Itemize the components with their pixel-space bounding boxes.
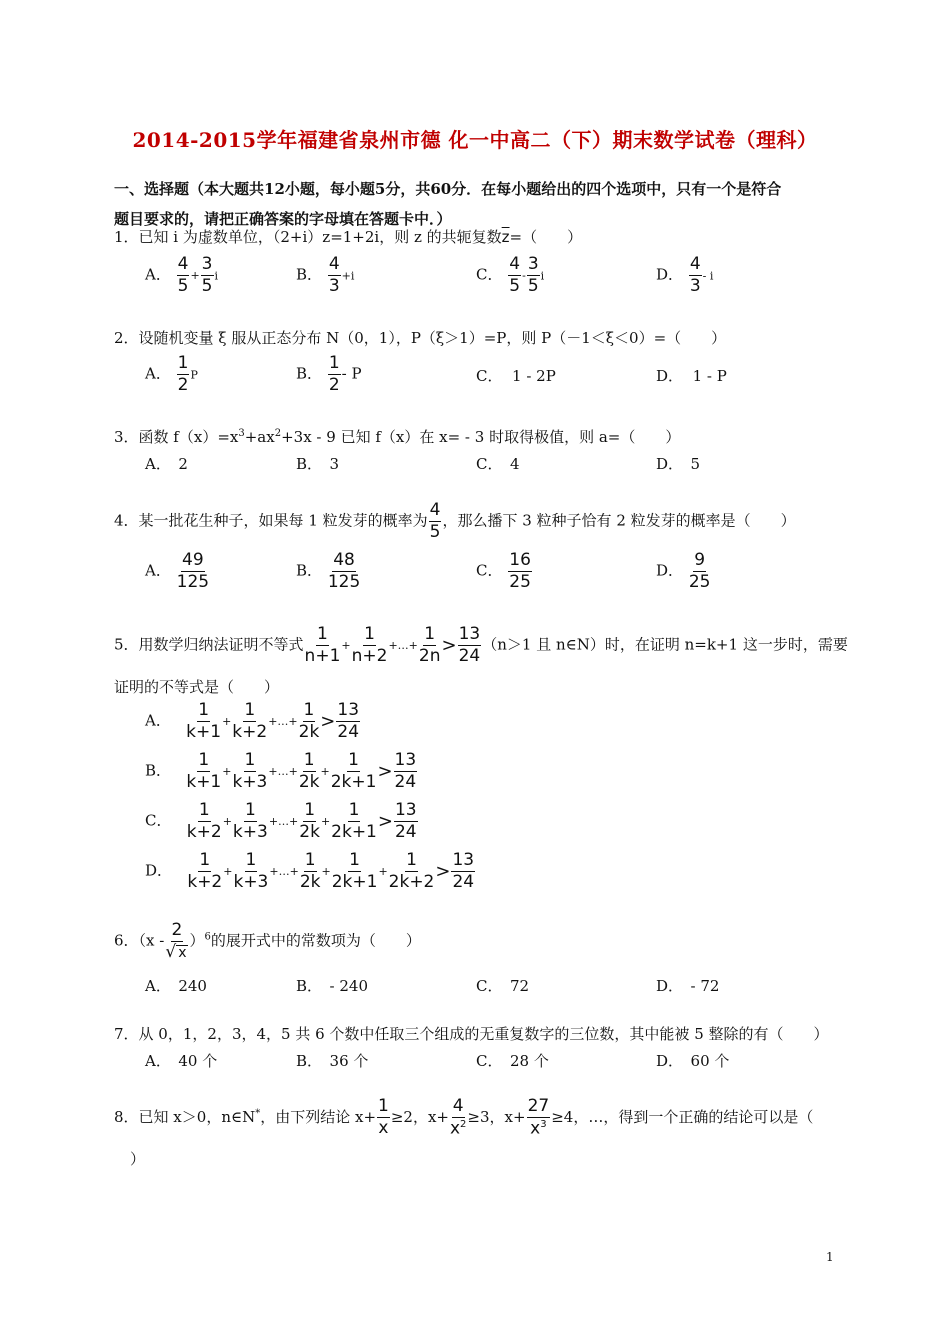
section-heading-line2: 题目要求的，请把正确答案的字母填在答题卡中．）	[114, 210, 452, 228]
section-heading-line1: 一、选择题（本大题共12小题，每小题5分，共60分．在每小题给出的四个选项中，只有一个是符合	[114, 180, 782, 198]
question-1	[114, 226, 844, 247]
exam-title: 2014-2015学年福建省泉州市德 化一中高二（下）期末数学试卷（理科）	[132, 128, 818, 152]
q1-option-b[interactable]	[296, 256, 354, 295]
conjugate-z: $\overline{z}$	[501, 228, 510, 246]
q6-option-a[interactable]: A． 240	[145, 977, 207, 995]
fraction: $\frac{4}{3}$	[689, 254, 701, 296]
question-7: 7．从 0，1，2，3，4，5 共 6 个数中任取三个组成的无重复数字的三位数，其中能被 5 整除的有（ ）	[114, 1025, 829, 1043]
question-4: 4．某一批花生种子，如果每 1 粒发芽的概率为 $\frac{4}{5}$ ，那么播下 3 粒种子恰有 2 粒发芽的概率是（ ）	[114, 500, 796, 542]
fraction: $\frac{4}{3}$	[328, 254, 340, 296]
option-label: D．	[656, 367, 684, 385]
option-label: C．	[476, 367, 503, 385]
q5-option-d[interactable]: D． $\frac{1}{k+2}$ + $\frac{1}{k+3}$ +…+ $\frac{1}{2k}$ + $\frac{1}{2k+1}$ + $\frac{1}{2k+2}$ > $\frac{13}{24}$	[145, 850, 475, 892]
q6-option-c[interactable]: C． 72	[476, 977, 530, 995]
option-tail: - P	[341, 364, 362, 383]
q2-option-d[interactable]	[656, 365, 727, 386]
q7-option-d[interactable]: D． 60 个	[656, 1052, 730, 1070]
section-heading	[114, 174, 844, 234]
option-text: 1 - 2P	[512, 367, 556, 385]
question-8: 8．已知 x＞0，n∈N*，由下列结论 x+ $\frac{1}{x}$ ≥2，x+ $\frac{4}{x^2}$ ≥3，x+ $\frac{27}{x^3}$ ≥4，…，得到一个正确的结论可以是（	[114, 1096, 814, 1139]
q1-option-a[interactable]	[145, 256, 218, 295]
q2-option-a[interactable]	[145, 355, 198, 394]
operator: +	[190, 269, 200, 282]
option-tail: i	[540, 269, 545, 283]
q5-option-c[interactable]: C． $\frac{1}{k+2}$ + $\frac{1}{k+3}$ +…+ $\frac{1}{2k}$ + $\frac{1}{2k+1}$ > $\frac{13}{24}$	[145, 800, 417, 842]
question-5-line2: 证明的不等式是（ ）	[114, 678, 280, 696]
q3-option-b[interactable]: B． 3	[296, 455, 340, 473]
option-tail: +i	[341, 269, 355, 283]
option-tail: - i	[702, 269, 714, 283]
fraction: $\frac{4}{5}$	[509, 254, 521, 296]
q3-option-a[interactable]: A． 2	[145, 455, 188, 473]
page-number: 1	[826, 1250, 834, 1264]
fraction: $\frac{48}{125}$	[327, 550, 361, 592]
question-1-paren: =（ ）	[509, 228, 583, 246]
fraction: $\frac{3}{5}$	[201, 254, 213, 296]
q4-option-d[interactable]: D． $\frac{9}{25}$	[656, 550, 711, 592]
q4-option-b[interactable]: B． $\frac{48}{125}$	[296, 550, 361, 592]
option-tail: i	[214, 269, 219, 283]
q3-option-c[interactable]: C． 4	[476, 455, 520, 473]
q6-option-d[interactable]: D． - 72	[656, 977, 720, 995]
fraction: $\frac{1}{2}$	[328, 353, 340, 395]
option-label: C．	[476, 265, 503, 284]
option-label: D．	[656, 265, 684, 284]
q5-option-a[interactable]: A． $\frac{1}{k+1}$ + $\frac{1}{k+2}$ +…+ $\frac{1}{2k}$ > $\frac{13}{24}$	[145, 700, 360, 742]
question-8-line2: ）	[130, 1150, 146, 1168]
option-label: B．	[296, 364, 323, 383]
option-label: A．	[145, 364, 171, 383]
fraction: $\frac{49}{125}$	[176, 550, 210, 592]
option-text: 1 - P	[692, 367, 727, 385]
question-5: 5．用数学归纳法证明不等式 $\frac{1}{n+1}$ + $\frac{1}{n+2}$ +…+ $\frac{1}{2n}$ > $\frac{13}{24}$ （n＞1 且 n∈N）时，在证明 n=k+1 这一步时，需要	[114, 624, 848, 666]
question-6: 6．（x - $\frac{2}{√ x}$ ）$^6$的展开式中的常数项为（ ）	[114, 920, 421, 962]
q2-option-b[interactable]	[296, 355, 362, 394]
q4-option-c[interactable]: C． $\frac{16}{25}$	[476, 550, 531, 592]
fraction: $\frac{9}{25}$	[688, 550, 711, 592]
q3-option-d[interactable]: D． 5	[656, 455, 701, 473]
question-3: 3．函数 $f(x)=x^3+ax^2+3x - 9$ 已知 f（x）在 x= - 3 时取得极值，则 a=（ ）	[114, 428, 681, 446]
fraction: $\frac{3}{5}$	[527, 254, 539, 296]
operator: -	[522, 269, 526, 282]
option-label: B．	[296, 265, 323, 284]
q7-option-c[interactable]: C． 28 个	[476, 1052, 549, 1070]
option-tail: P	[190, 368, 198, 382]
sqrt-icon: √	[165, 942, 177, 962]
q7-option-b[interactable]: B． 36 个	[296, 1052, 369, 1070]
q6-option-b[interactable]: B． - 240	[296, 977, 368, 995]
q1-option-d[interactable]	[656, 256, 713, 295]
q5-option-b[interactable]: B． $\frac{1}{k+1}$ + $\frac{1}{k+3}$ +…+ $\frac{1}{2k}$ + $\frac{1}{2k+1}$ > $\frac{13}{24}$	[145, 750, 417, 792]
q2-option-c[interactable]	[476, 365, 556, 386]
fraction: $\frac{4}{5}$	[177, 254, 189, 296]
q4-option-a[interactable]: A． $\frac{49}{125}$	[145, 550, 210, 592]
fraction: $\frac{1}{2}$	[177, 353, 189, 395]
fraction: $\frac{4}{5}$	[429, 500, 441, 542]
option-label: A．	[145, 265, 171, 284]
question-1-stem: 1．已知 i 为虚数单位，（2+i）z=1+2i，则 z 的共轭复数	[114, 228, 502, 246]
fraction: $\frac{16}{25}$	[509, 550, 531, 592]
q1-option-c[interactable]	[476, 256, 544, 295]
question-2: 2．设随机变量 ξ 服从正态分布 N（0，1），P（ξ＞1）=P，则 P（－1＜ξ＜0）=（ ）	[114, 329, 727, 347]
q7-option-a[interactable]: A． 40 个	[145, 1052, 218, 1070]
